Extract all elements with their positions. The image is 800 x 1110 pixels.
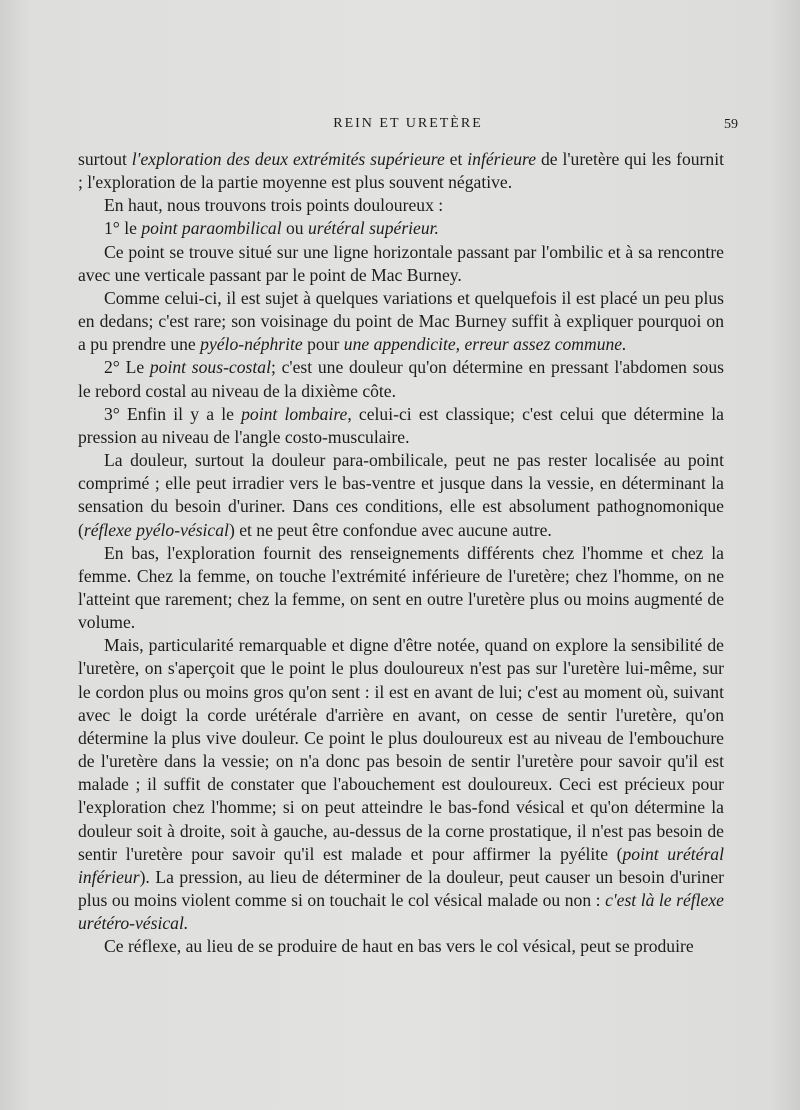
- text-segment: Comme celui-ci, il est sujet à quelques variations et quelquefois il est placé un peu plus en dedans; c'est rare; son voisinage du point de Mac Burney suffit à expliquer pourquoi on a pu prendre une: [78, 287, 724, 355]
- italic-text: point paraombilical: [141, 218, 282, 239]
- italic-text: point sous-costal: [149, 357, 271, 378]
- italic-text: urétéral supérieur.: [307, 218, 439, 239]
- text-segment: Ce point se trouve situé sur une ligne horizontale passant par l'ombilic et à sa rencontre avec une verticale passant par le point de Mac Burney.: [78, 241, 724, 285]
- italic-text: réflexe pyélo-vésical: [83, 519, 229, 540]
- paragraph: [78, 241, 724, 287]
- paragraph: [78, 634, 724, 935]
- text-segment: En bas, l'exploration fournit des renseignements différents chez l'homme et chez la femme. Chez la femme, on touche l'extrémité inférieure de l'uretère; chez l'homme, on ne l'atteint que rarement; chez la femme, on sent en outre l'uretère plus ou moins augmenté de volume.: [78, 542, 724, 633]
- text-segment: La douleur, surtout la douleur para-ombilicale, peut ne pas rester localisée au point comprimé ; elle peut irradier vers le bas-ventre et jusque dans la vessie, en déterminant la sensation du besoin d'uriner. Dans ces conditions, elle est absolument pathognomonique (: [78, 450, 724, 540]
- paragraph: [78, 148, 724, 194]
- text-segment: En haut, nous trouvons trois points douloureux :: [104, 195, 444, 216]
- text-segment: et: [444, 149, 468, 169]
- text-segment: , celui-ci est classique; c'est celui que détermine la pression au niveau de l'angle costo-musculaire.: [78, 403, 724, 447]
- italic-text: c'est là le réflexe urétéro-vésical.: [78, 890, 724, 934]
- paragraph: [78, 194, 724, 217]
- paragraph: [78, 449, 724, 542]
- text-segment: Mais, particularité remarquable et digne d'être notée, quand on explore la sensibilité de l'uretère, on s'aperçoit que le point le plus douloureux n'est pas sur l'uretère lui-même, sur le cordon plus ou moins gros qu'on sent : il est en avant de lui; c'est au moment où, suivant avec le doigt la corde urétérale d'arrière en avant, on cesse de sentir l'uretère, qu'on détermine la plus vive douleur. Ce point le plus douloureux est au niveau de l'embouchure de l'uretère dans la vessie; on n'a donc pas besoin de sentir l'uretère pour savoir qu'il est malade ; il suffit de constater que l'abouchement est douloureux. Ceci est précieux pour l'exploration chez l'homme; si on peut atteindre le bas-fond vésical et qu'on détermine la douleur soit à droite, soit à gauche, au-dessus de la corne prostatique, il n'est pas besoin de sentir l'uretère pour savoir qu'il est malade et pour affirmer la pyélite (: [78, 635, 724, 864]
- italic-text: l'exploration des deux extrémités supérieure: [131, 149, 445, 169]
- text-segment: 2° Le: [104, 357, 150, 378]
- body-text: [78, 148, 724, 958]
- paragraph: [78, 287, 724, 356]
- italic-text: inférieure: [467, 149, 537, 169]
- page-header: [78, 114, 738, 134]
- paragraph: [78, 935, 724, 958]
- paragraph: [78, 542, 724, 635]
- text-segment: surtout: [78, 149, 132, 169]
- paragraph: [78, 217, 724, 240]
- text-segment: ) et ne peut être confondue avec aucune autre.: [228, 519, 552, 540]
- italic-text: point lombaire: [241, 403, 348, 424]
- paragraph: [78, 356, 724, 402]
- italic-text: pyélo-néphrite: [200, 334, 303, 355]
- text-segment: ). La pression, au lieu de déterminer de la douleur, peut causer un besoin d'uriner plus ou moins violent comme si on touchait le col vésical malade ou non :: [78, 866, 724, 910]
- italic-text: une appendicite, erreur assez commune.: [343, 334, 627, 355]
- text-segment: pour: [302, 334, 344, 355]
- text-segment: 1° le: [104, 218, 142, 239]
- text-segment: 3° Enfin il y a le: [104, 403, 242, 424]
- text-segment: ; c'est une douleur qu'on détermine en pressant l'abdomen sous le rebord costal au niveau de la dixième côte.: [78, 357, 724, 401]
- page-number: 59: [724, 117, 738, 132]
- text-segment: ou: [281, 218, 308, 239]
- paragraph: [78, 403, 724, 449]
- text-segment: Ce réflexe, au lieu de se produire de haut en bas vers le col vésical, peut se produire: [104, 936, 694, 957]
- running-title: REIN ET URETÈRE: [333, 116, 483, 131]
- italic-text: point urétéral inférieur: [78, 843, 724, 887]
- text-segment: de l'uretère qui les fournit ; l'exploration de la partie moyenne est plus souvent négative.: [78, 149, 724, 193]
